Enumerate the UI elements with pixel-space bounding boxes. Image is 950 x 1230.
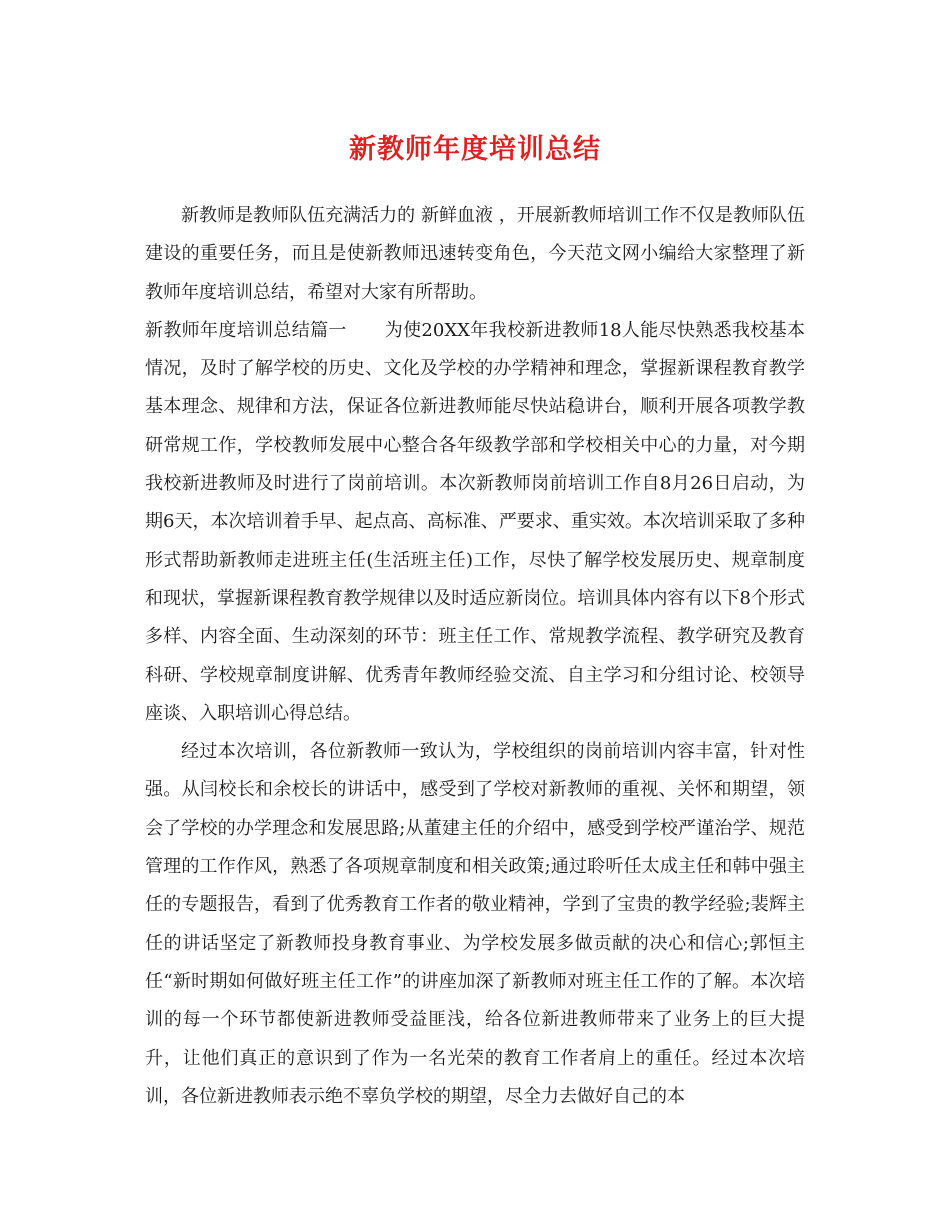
paragraph-intro: 新教师是教师队伍充满活力的 新鲜血液 ，开展新教师培训工作不仅是教师队伍建设的重要任务，而且是使新教师迅速转变角色，今天范文网小编给大家整理了新教师年度培训总结，希望对大家有所帮助。	[145, 205, 805, 303]
document-title: 新教师年度培训总结	[349, 134, 601, 165]
section-heading: 新教师年度培训总结篇一	[145, 319, 347, 341]
section-one-text: 为使20XX年我校新进教师18人能尽快熟悉我校基本情况，及时了解学校的历史、文化及学校的办学精神和理念，掌握新课程教育教学基本理念、规律和方法，保证各位新进教师能尽快站稳讲台，顺利开展各项教学教研常规工作，学校教师发展中心整合各年级教学部和学校相关中心的力量，对今期我校新进教师及时进行了岗前培训。本次新教师岗前培训工作自8月26日启动，为期6天，本次培训着手早、起点高、高标准、严要求、重实效。本次培训采取了多种形式帮助新教师走进班主任(生活班主任)工作，尽快了解学校发展历史、规章制度和现状，掌握新课程教育教学规律以及时适应新岗位。培训具体内容有以下8个形式多样、内容全面、生动深刻的环节：班主任工作、常规教学流程、教学研究及教育科研、学校规章制度讲解、优秀青年教师经验交流、自主学习和分组讨论、校领导座谈、入职培训心得总结。	[145, 319, 806, 724]
paragraph-reflection: 经过本次培训，各位新教师一致认为，学校组织的岗前培训内容丰富，针对性强。从闫校长和余校长的讲话中，感受到了学校对新教师的重视、关怀和期望，领会了学校的办学理念和发展思路;从董建主任的介绍中，感受到学校严谨治学、规范管理的工作作风，熟悉了各项规章制度和相关政策;通过聆听任太成主任和韩中强主任的专题报告，看到了优秀教育工作者的敬业精神，学到了宝贵的教学经验;裴辉主任的讲话坚定了新教师投身教育事业、为学校发展多做贡献的决心和信心;郭恒主任“新时期如何做好班主任工作”的讲座加深了新教师对班主任工作的了解。本次培训的每一个环节都使新进教师受益匪浅，给各位新进教师带来了业务上的巨大提升，让他们真正的意识到了作为一名光荣的教育工作者肩上的重任。经过本次培训，各位新进教师表示绝不辜负学校的期望，尽全力去做好自己的本	[145, 741, 805, 1107]
document-body	[145, 197, 805, 1116]
paragraph-section-one	[145, 312, 805, 733]
